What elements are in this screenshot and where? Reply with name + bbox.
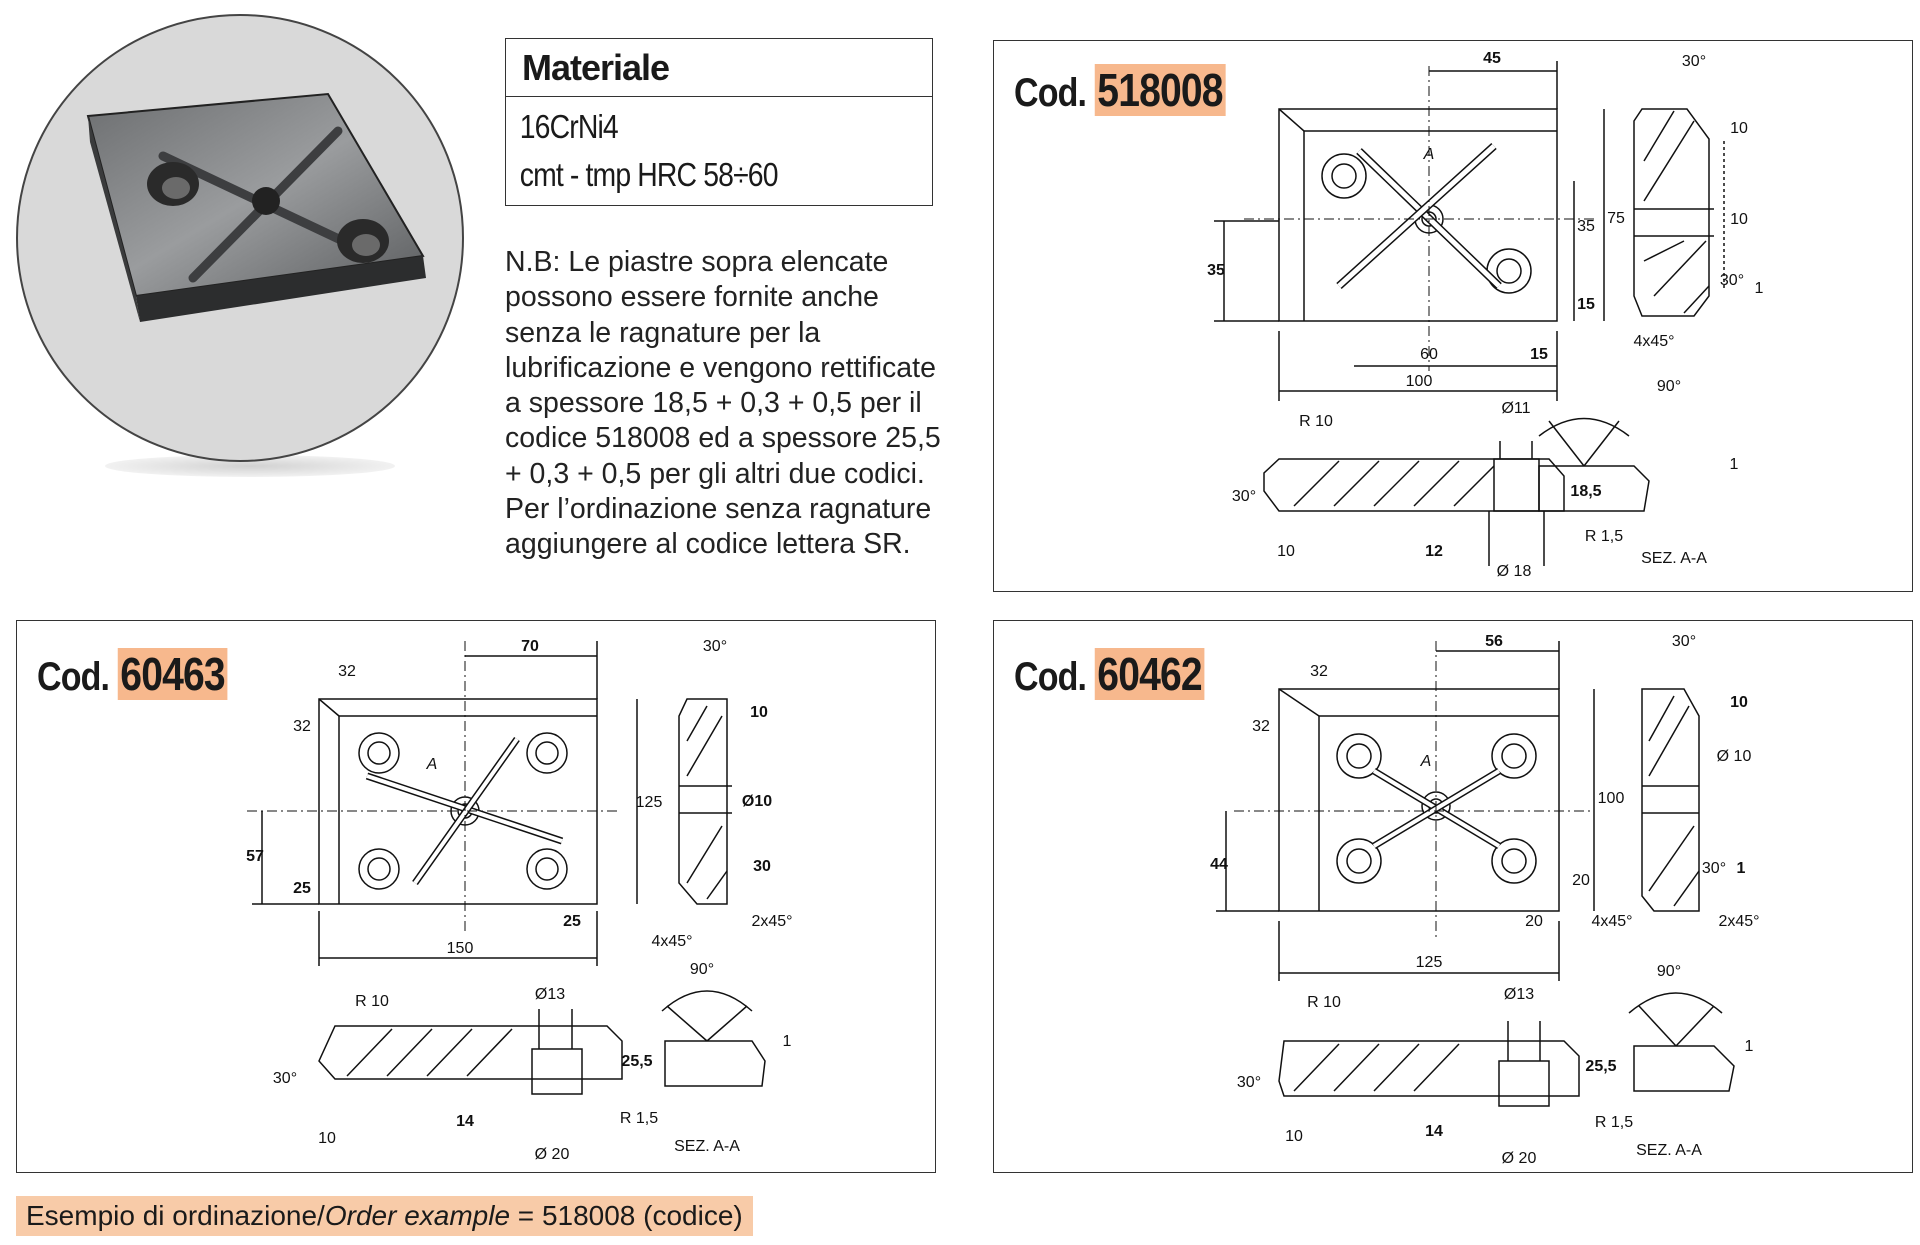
dim-top: 45: [1483, 50, 1501, 67]
section-marker-a: A: [1423, 146, 1435, 163]
detail-d: 1: [1729, 456, 1739, 473]
section-marker-a: A: [1420, 753, 1432, 770]
code-number: 60463: [118, 648, 228, 700]
dim-top: 56: [1485, 633, 1503, 650]
cod-label: Cod.: [1014, 71, 1087, 115]
section-hole-big: Ø 18: [1496, 563, 1532, 580]
section-bottom-10: 10: [1285, 1128, 1303, 1145]
technical-drawing-60463: [17, 621, 935, 1172]
side-ang2: 30°: [1701, 860, 1727, 877]
side-angle: 30°: [1681, 53, 1707, 70]
section-thickness: 18,5: [1570, 483, 1602, 500]
section-r: R 10: [1299, 413, 1333, 430]
detail-title: SEZ. A-A: [674, 1138, 740, 1155]
section-thickness: 25,5: [621, 1053, 653, 1070]
side-ang2: 30°: [1719, 272, 1745, 289]
side-chamfer2: 2x45°: [751, 913, 793, 930]
side-chamfer2: 2x45°: [1718, 913, 1760, 930]
dim-bottom-60: 60: [1420, 346, 1438, 363]
dim-right-20: 20: [1572, 872, 1590, 889]
section-hole-big: Ø 20: [1501, 1150, 1537, 1167]
side-angle: 30°: [702, 638, 728, 655]
dim-height: 100: [1597, 790, 1625, 807]
detail-r: R 1,5: [619, 1110, 659, 1127]
detail-title: SEZ. A-A: [1636, 1142, 1702, 1159]
drawing-box-60462: [993, 620, 1913, 1173]
dim-height: 75: [1607, 210, 1625, 227]
detail-d: 1: [782, 1033, 792, 1050]
section-r: R 10: [355, 993, 389, 1010]
section-angle: 30°: [1231, 488, 1257, 505]
dim-width: 100: [1405, 373, 1433, 390]
steel-plate-image: [18, 16, 464, 462]
section-angle: 30°: [272, 1070, 298, 1087]
detail-angle: 90°: [1656, 963, 1682, 980]
material-line-2: cmt - tmp HRC 58÷60: [519, 156, 778, 193]
detail-angle: 90°: [689, 961, 715, 978]
section-hole-small: Ø11: [1501, 400, 1531, 417]
dim-height: 125: [635, 794, 663, 811]
side-d1: 10: [1730, 694, 1748, 711]
detail-d: 1: [1744, 1038, 1754, 1055]
drawing-box-518008: [993, 40, 1913, 592]
detail-title: SEZ. A-A: [1641, 550, 1707, 567]
order-suffix: = 518008 (codice): [510, 1200, 743, 1231]
dim-left-57: 57: [246, 848, 264, 865]
side-chamfer: 4x45°: [1633, 333, 1675, 350]
detail-r: R 1,5: [1584, 528, 1624, 545]
dim-left-bot: 25: [293, 880, 311, 897]
section-depth: 14: [456, 1113, 474, 1130]
dim-left-top-h: 32: [1252, 718, 1270, 735]
section-marker-a: A: [426, 756, 438, 773]
section-depth: 14: [1425, 1123, 1443, 1140]
dim-width: 125: [1415, 954, 1443, 971]
detail-r: R 1,5: [1594, 1114, 1634, 1131]
dim-left-top-h: 32: [293, 718, 311, 735]
side-hole: Ø 10: [1716, 748, 1752, 765]
section-hole-small: Ø13: [534, 986, 566, 1003]
side-d2: 10: [1730, 211, 1748, 228]
section-depth: 12: [1425, 543, 1443, 560]
dim-bottom-right: 25: [563, 913, 581, 930]
dim-top: 70: [521, 638, 539, 655]
side-d3: 1: [1736, 860, 1746, 877]
cod-label: Cod.: [1014, 655, 1087, 699]
dim-right-15: 15: [1577, 296, 1595, 313]
side-hole: Ø10: [741, 793, 773, 810]
material-header: Materiale: [506, 39, 932, 97]
section-r: R 10: [1307, 994, 1341, 1011]
side-d1: 10: [1730, 120, 1748, 137]
section-thickness: 25,5: [1585, 1058, 1617, 1075]
detail-angle: 90°: [1656, 378, 1682, 395]
side-angle: 30°: [1671, 633, 1697, 650]
dim-bottom-20: 20: [1525, 913, 1543, 930]
technical-drawing-60462: [994, 621, 1912, 1172]
section-bottom-10: 10: [318, 1130, 336, 1147]
dim-width: 150: [446, 940, 474, 957]
technical-drawing-518008: [994, 41, 1912, 591]
note-text: N.B: Le piastre sopra elencate possono essere fornite anche senza le ragnature per la lubrificazione e vengono rettificate a spessore 18,5 + 0,3 + 0,5 per il codice 518008 ed a spessore 25,5 + 0,3 + 0,5 per gli altri due codici. Per l’ordinazione senza ragnature aggiungere al codice lettera SR.: [505, 246, 941, 561]
side-d3: 1: [1754, 280, 1764, 297]
dim-left-top: 32: [1310, 663, 1328, 680]
material-line-1: 16CrNi4: [519, 108, 618, 145]
cod-label: Cod.: [37, 655, 110, 699]
section-hole-big: Ø 20: [534, 1146, 570, 1163]
code-number: 60462: [1095, 648, 1205, 700]
code-number: 518008: [1095, 64, 1225, 116]
order-italic: Order example: [324, 1200, 511, 1231]
side-d2: 30: [753, 858, 771, 875]
side-d1: 10: [750, 704, 768, 721]
order-example: [16, 1196, 753, 1236]
side-chamfer: 4x45°: [651, 933, 693, 950]
dim-right-35: 35: [1577, 218, 1595, 235]
product-photo: [16, 14, 464, 462]
side-chamfer: 4x45°: [1591, 913, 1633, 930]
dim-left-top: 32: [338, 663, 356, 680]
material-table: [505, 38, 933, 206]
section-angle: 30°: [1236, 1074, 1262, 1091]
dim-left-44: 44: [1210, 856, 1228, 873]
dim-bottom-15: 15: [1530, 346, 1548, 363]
section-hole-small: Ø13: [1503, 986, 1535, 1003]
order-prefix: Esempio di ordinazione/: [26, 1200, 325, 1231]
section-bottom-10: 10: [1277, 543, 1295, 560]
drawing-box-60463: [16, 620, 936, 1173]
dim-left-35: 35: [1207, 262, 1225, 279]
